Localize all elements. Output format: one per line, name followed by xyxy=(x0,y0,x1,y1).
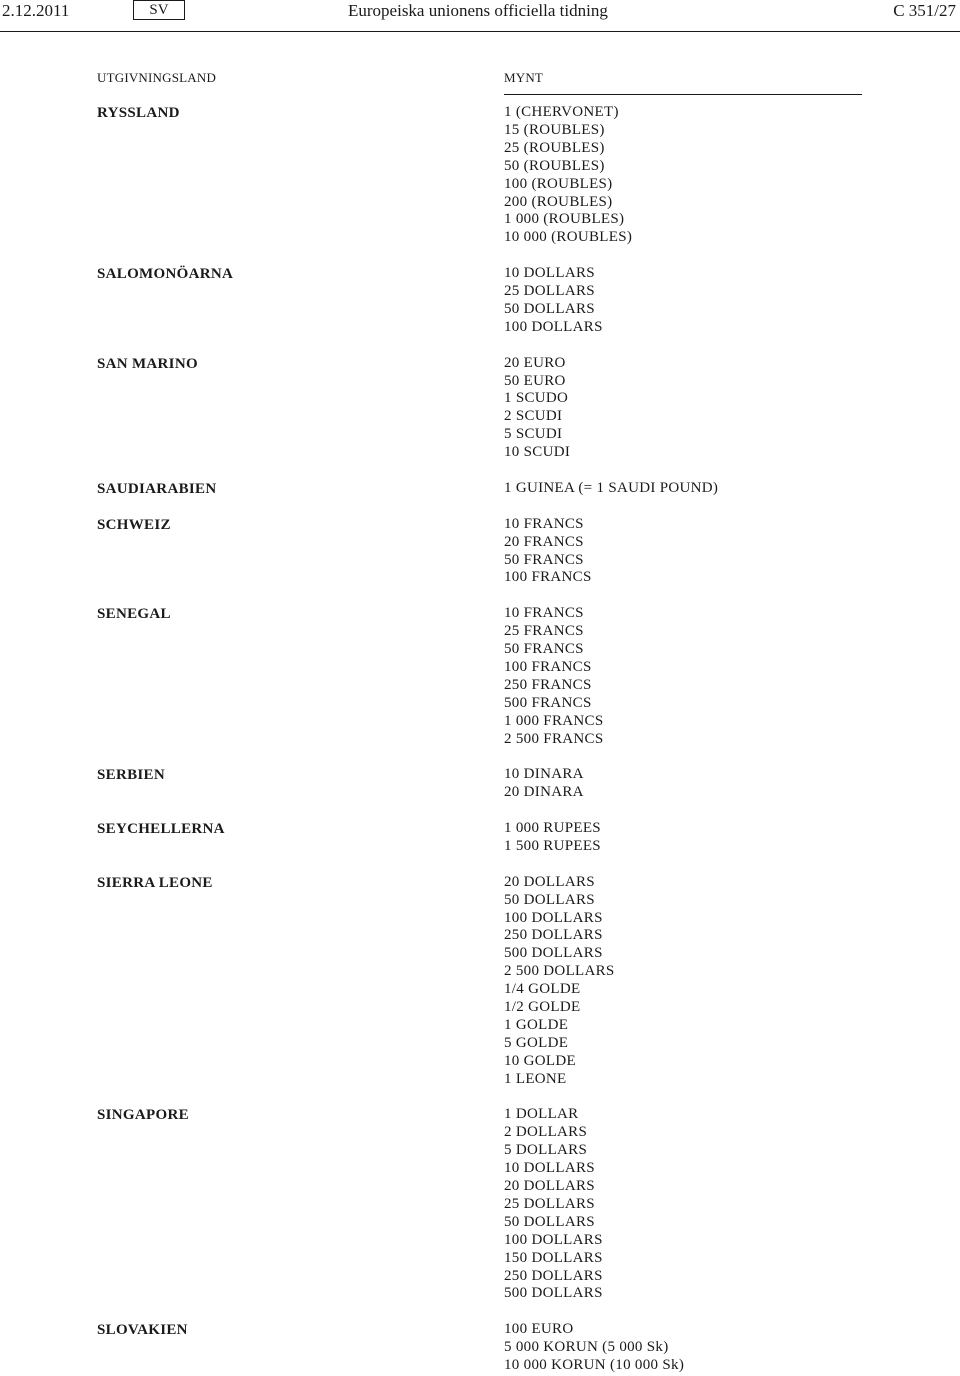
coin-denomination: 50 (ROUBLES) xyxy=(504,157,605,174)
coin-denomination: 500 FRANCS xyxy=(504,694,592,711)
coin-list xyxy=(504,605,603,748)
coin-denomination: 1 (CHERVONET) xyxy=(504,104,619,120)
coin-denomination: 500 DOLLARS xyxy=(504,945,603,962)
coin-denomination: 1/2 GOLDE xyxy=(504,999,581,1016)
coin-list xyxy=(504,516,592,588)
coin-denomination: 10 000 KORUN (10 000 Sk) xyxy=(504,1357,685,1373)
coin-denomination: 2 SCUDI xyxy=(504,408,563,425)
coin-denomination: 20 EURO xyxy=(504,354,566,371)
coin-denomination: 150 DOLLARS xyxy=(504,1249,603,1266)
language-code-box: SV xyxy=(133,0,185,20)
column-header-coin: MYNT xyxy=(504,70,544,85)
country-name: SAUDIARABIEN xyxy=(97,480,217,497)
page-header xyxy=(0,0,960,32)
coin-list xyxy=(504,265,603,337)
coin-list xyxy=(504,766,584,802)
coin-denomination: 200 (ROUBLES) xyxy=(504,193,613,210)
coin-denomination: 25 DOLLARS xyxy=(504,283,595,299)
coin-denomination: 100 (ROUBLES) xyxy=(504,175,613,192)
coin-denomination: 10 DINARA xyxy=(504,766,584,783)
coin-denomination: 15 (ROUBLES) xyxy=(504,121,605,138)
coin-denomination: 1 GOLDE xyxy=(504,1016,569,1033)
coin-denomination: 1 500 RUPEES xyxy=(504,837,601,854)
coin-denomination: 20 DINARA xyxy=(504,784,584,801)
coin-denomination: 250 DOLLARS xyxy=(504,927,603,944)
country-name: SERBIEN xyxy=(97,767,165,784)
coin-denomination: 50 FRANCS xyxy=(504,551,584,568)
coin-list xyxy=(504,1321,684,1375)
header-rule xyxy=(0,31,960,32)
coin-denomination: 50 DOLLARS xyxy=(504,891,595,908)
coin-denomination: 10 FRANCS xyxy=(504,515,584,532)
country-name: SALOMONÖARNA xyxy=(97,266,234,283)
coin-list xyxy=(504,820,601,856)
coin-denomination: 100 FRANCS xyxy=(504,569,592,586)
coin-denomination: 5 000 KORUN (5 000 Sk) xyxy=(504,1339,669,1356)
journal-title: Europeiska unionens officiella tidning xyxy=(348,1,608,20)
country-name: SENEGAL xyxy=(97,606,171,623)
coin-denomination: 20 DOLLARS xyxy=(504,873,595,890)
coin-denomination: 20 FRANCS xyxy=(504,533,584,550)
country-name: RYSSLAND xyxy=(97,105,180,121)
coin-denomination: 5 GOLDE xyxy=(504,1034,569,1051)
coin-denomination: 100 FRANCS xyxy=(504,658,592,675)
coin-denomination: 50 DOLLARS xyxy=(504,300,595,317)
coin-denomination: 2 DOLLARS xyxy=(504,1124,588,1141)
country-name: SLOVAKIEN xyxy=(97,1322,188,1339)
coin-denomination: 10 DOLLARS xyxy=(504,1160,595,1177)
coin-denomination: 1 DOLLAR xyxy=(504,1106,579,1123)
coin-denomination: 2 500 DOLLARS xyxy=(504,963,615,980)
coin-denomination: 10 GOLDE xyxy=(504,1052,576,1069)
country-name: SCHWEIZ xyxy=(97,516,171,533)
coin-denomination: 10 SCUDI xyxy=(504,444,571,461)
coin-denomination: 250 FRANCS xyxy=(504,676,592,693)
coin-denomination: 250 DOLLARS xyxy=(504,1267,603,1284)
coin-denomination: 100 DOLLARS xyxy=(504,909,603,926)
coin-denomination: 20 DOLLARS xyxy=(504,1178,595,1195)
publication-date: 2.12.2011 xyxy=(2,1,70,20)
coin-denomination: 1 000 FRANCS xyxy=(504,712,604,729)
country-name: SEYCHELLERNA xyxy=(97,821,225,837)
coin-list xyxy=(504,874,615,1089)
coin-denomination: 1 LEONE xyxy=(504,1070,567,1087)
coin-denomination: 50 FRANCS xyxy=(504,641,584,657)
coin-denomination: 1 000 (ROUBLES) xyxy=(504,211,625,228)
coin-denomination: 25 DOLLARS xyxy=(504,1195,595,1212)
coin-list xyxy=(504,104,632,247)
coin-denomination: 1 SCUDO xyxy=(504,390,569,407)
column-header-rule xyxy=(504,94,862,95)
coin-denomination: 10 FRANCS xyxy=(504,605,584,622)
coin-list xyxy=(504,480,718,498)
coin-denomination: 10 DOLLARS xyxy=(504,265,595,282)
coin-denomination: 5 SCUDI xyxy=(504,426,563,443)
coin-denomination: 100 EURO xyxy=(504,1321,574,1338)
coin-denomination: 5 DOLLARS xyxy=(504,1142,588,1159)
coin-denomination: 50 DOLLARS xyxy=(504,1213,595,1230)
country-name: SAN MARINO xyxy=(97,355,198,372)
coin-denomination: 1 GUINEA (= 1 SAUDI POUND) xyxy=(504,479,719,496)
coin-denomination: 100 DOLLARS xyxy=(504,1231,603,1248)
coin-denomination: 10 000 (ROUBLES) xyxy=(504,229,633,246)
coin-denomination: 1/4 GOLDE xyxy=(504,981,581,998)
country-name: SIERRA LEONE xyxy=(97,874,213,891)
column-header-country: UTGIVNINGSLAND xyxy=(97,70,217,85)
coin-denomination: 25 FRANCS xyxy=(504,623,584,640)
coin-denomination: 25 (ROUBLES) xyxy=(504,139,605,156)
page-reference: C 351/27 xyxy=(893,1,956,20)
coin-denomination: 100 DOLLARS xyxy=(504,318,603,335)
country-name: SINGAPORE xyxy=(97,1107,189,1124)
coin-denomination: 1 000 RUPEES xyxy=(504,820,601,836)
coin-denomination: 2 500 FRANCS xyxy=(504,730,604,747)
coin-denomination: 500 DOLLARS xyxy=(504,1285,603,1302)
coin-denomination: 50 EURO xyxy=(504,372,566,389)
coin-list xyxy=(504,1106,603,1303)
coin-list xyxy=(504,355,570,462)
